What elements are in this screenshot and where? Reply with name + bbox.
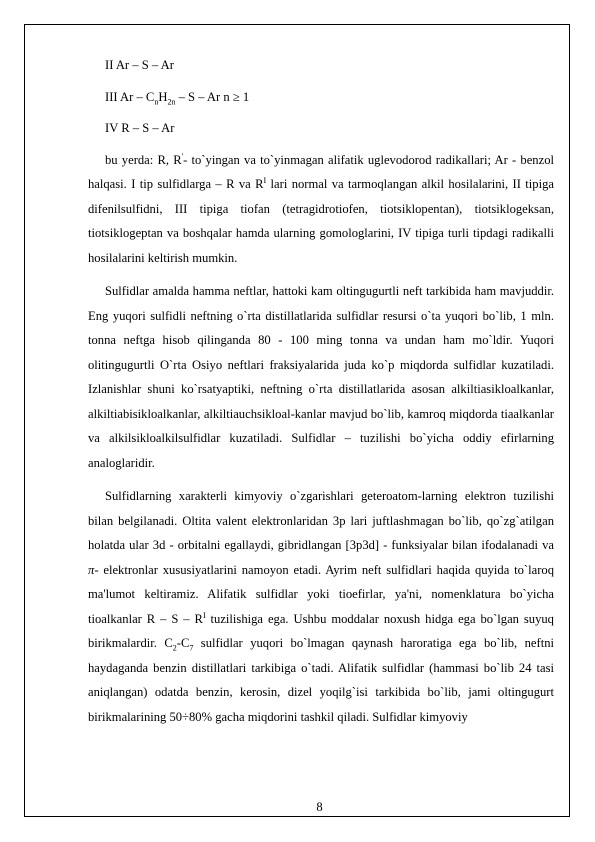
formula-type-iii: III Ar – $C_nH_{2n}$ – S – Ar n ≥ 1	[105, 89, 250, 107]
document-body	[88, 53, 554, 738]
paragraph-properties: Sulfidlarning xarakterli kimyoviy o`zgarishlari geteroatom-larning elektron tuzilishi bilan belgilanadi. Oltita valent elektronlaridan 3p lari juftlashmagan bo`lib, qo`zg`atilgan holatda ular 3d - orbitalni egallaydi, gibridlangan [3p3d] - funksiyalar bilan ifodalanadi va π- elektronlar xususiyatlarini namoyon etadi. Ayrim neft sulfidlari haqida quyida to`laroq ma'lumot keltiramiz. Alifatik sulfidlar yoki tioefirlar, ya'ni, nomenklatura bo`yicha tioalkanlar R – S – $R^I$ tuzilishiga ega. Ushbu moddalar noxush hidga ega bo`lgan suyuq birikmalardir. $C_2-C_7$ sulfidlar yuqori bo`lmagan qaynash haroratiga ega bo`lib, neftni haydaganda benzin distillatlari tarkibiga o`tadi. Alifatik sulfidlar (hammasi bo`lib 24 tasi aniqlangan) odatda benzin, kerosin, dizel yoqilg`isi tarkibida bo`lib, jami oltingugurt birikmalarining 50÷80% gacha miqdorini tashkil qiladi. Sulfidlar kimyoviy	[88, 489, 554, 724]
paragraph-definitions: bu yerda: R, R'- to`yingan va to`yinmagan alifatik uglevodorod radikallari; Ar - benzol halqasi. I tip sulfidlarga – R va $R^I$ lari normal va tarmoqlangan alkil hosilalarini, II tipiga difenilsulfidni, III tipiga tiofan (tetragidrotiofen, tiotsiklopentan), tiotsiklogeksan, tiotsiklogeptan va boshqalar hamda ularning gomologlarini, IV tipiga turli tipdagi radikalli hosilalarini keltirish mumkin.	[88, 151, 554, 265]
page-number: 8	[316, 800, 323, 814]
formula-type-ii: II Ar – S – Ar	[105, 58, 174, 72]
paragraph-occurrence: Sulfidlar amalda hamma neftlar, hattoki kam oltingugurtli neft tarkibida ham mavjuddir. Eng yuqori sulfidli neftning o`rta distillatlarida sulfidlar resursi o`ta yuqori bo`lib, 1 mln. tonna neftga hisob qilinganda 80 - 100 ming tonna va undan ham mo`ldir. Yuqori olitingugurtli O`rta Osiyo neftlari fraksiyalarida juda ko`p miqdorda sulfidlar kuzatiladi. Izlanishlar shuni ko`rsatyaptiki, neftning o`rta distillatlarida asosan alkiltiasikloalkanlar, alkiltiabisikloalkanlar, alkiltiauchsikloal-kanlar mavjud bo`lib, kamroq miqdorda tiaalkanlar va alkilsikloalkilsulfidlar kuzatiladi. Sulfidlar – tuzilishi bo`yicha oddiy efirlarning analoglaridir.	[88, 284, 554, 470]
formula-type-iv: IV R – S – Ar	[105, 121, 175, 135]
